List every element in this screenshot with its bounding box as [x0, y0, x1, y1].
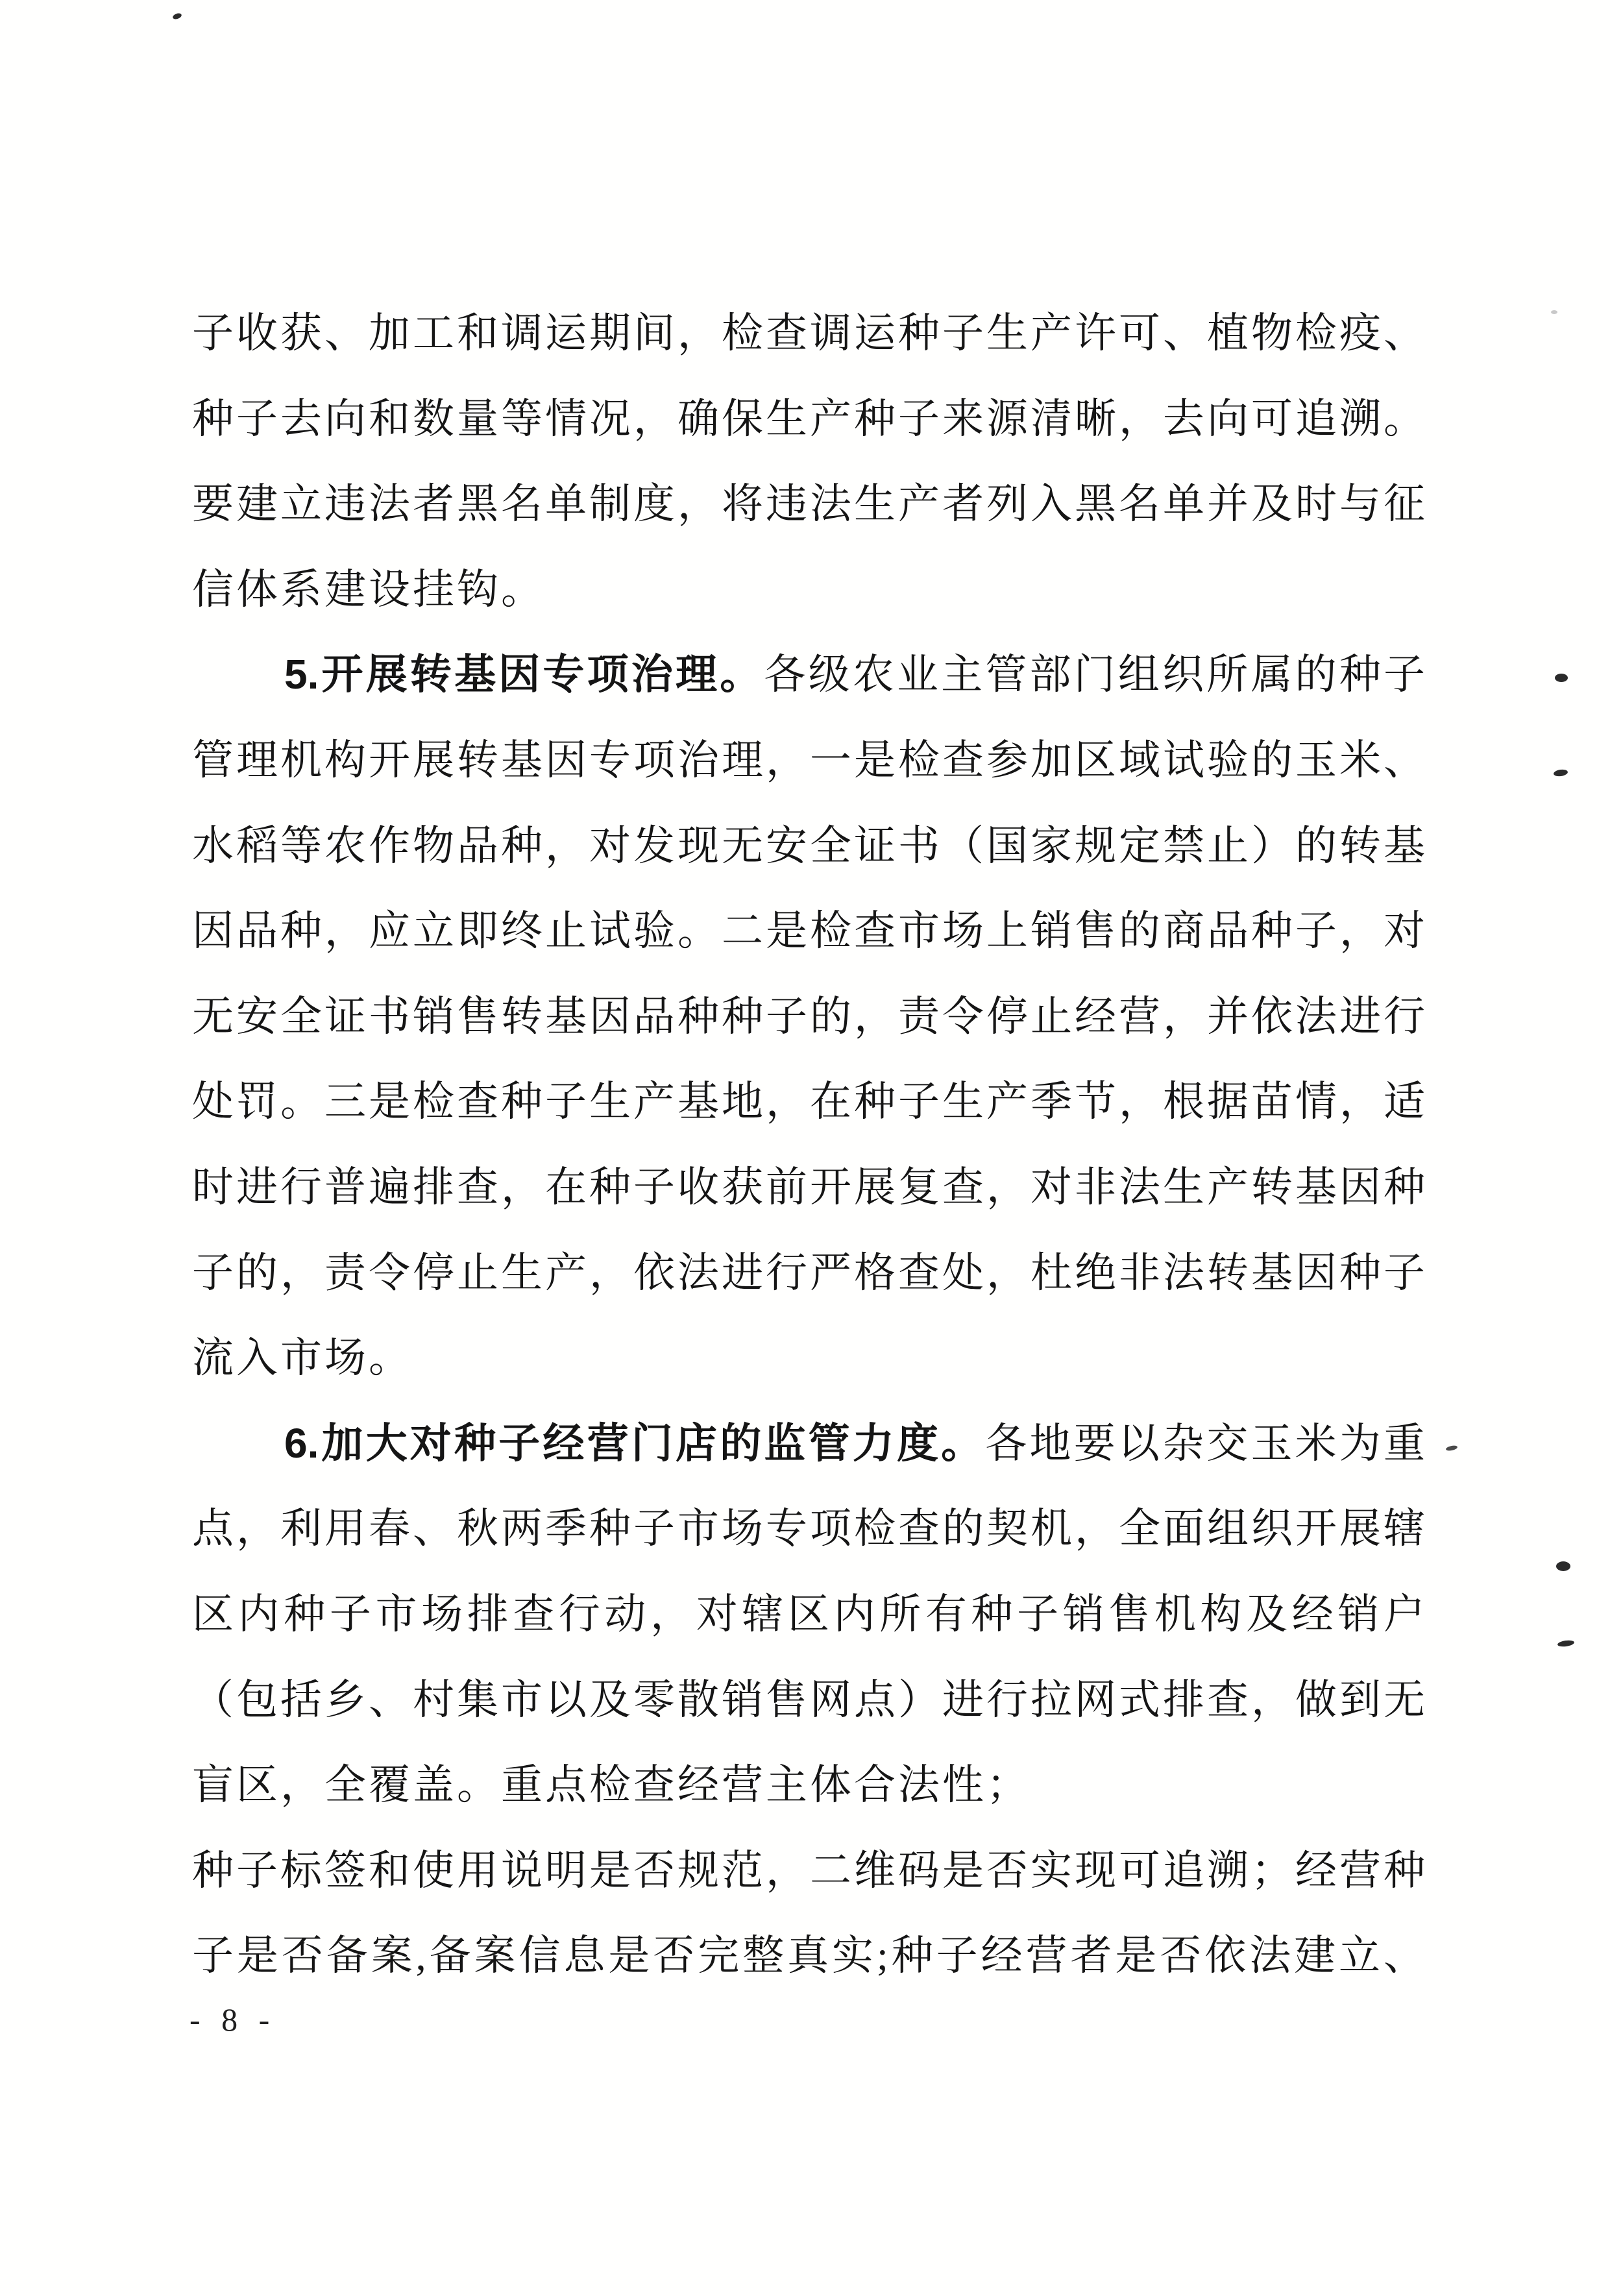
- line-text: 无安全证书销售转基因品种种子的，责令停止经营，并依法进行: [192, 993, 1425, 1040]
- line-text: 子收获、加工和调运期间，检查调运种子生产许可、植物检疫、: [192, 310, 1425, 356]
- text-line: [192, 1059, 1425, 1145]
- scan-speck: [1553, 769, 1568, 777]
- line-text: 时进行普遍排查，在种子收获前开展复查，对非法生产转基因种: [192, 1164, 1425, 1210]
- scan-speck: [1557, 1639, 1575, 1648]
- text-line: [192, 1315, 1425, 1401]
- line-text: 子的，责令停止生产，依法进行严格查处，杜绝非法转基因种子: [192, 1249, 1425, 1296]
- line-text: 水稻等农作物品种，对发现无安全证书（国家规定禁止）的转基: [192, 822, 1425, 869]
- line-text: 处罚。三是检查种子生产基地，在种子生产季节，根据苗情，适: [192, 1079, 1425, 1125]
- text-line: [192, 1486, 1425, 1572]
- scan-speck: [172, 12, 182, 20]
- text-line: [192, 547, 1425, 633]
- line-text: 管理机构开展转基因专项治理，一是检查参加区域试验的玉米、: [192, 737, 1425, 783]
- text-line: [192, 376, 1425, 462]
- line-text: 种子标签和使用说明是否规范，二维码是否实现可追溯；经营种: [192, 1847, 1425, 1894]
- line-text: 种子去向和数量等情况，确保生产种子来源清晰，去向可追溯。: [192, 395, 1425, 442]
- text-line: [192, 1828, 1425, 1914]
- scan-speck: [1555, 674, 1568, 682]
- page-number: - 8 -: [189, 2001, 276, 2038]
- line-text: 流入市场。: [192, 1335, 413, 1382]
- text-line-section-5: [192, 632, 1425, 718]
- line-text: （包括乡、村集市以及零散销售网点）进行拉网式排查，做到无: [192, 1676, 1425, 1723]
- text-line: [192, 1572, 1425, 1657]
- text-line: [192, 718, 1425, 803]
- line-text: 信体系建设挂钩。: [192, 566, 545, 613]
- line-text: 子是否备案,备案信息是否完整真实;种子经营者是否依法建立、: [192, 1933, 1425, 1979]
- scan-speck: [1551, 310, 1557, 314]
- heading-bold: 5.开展转基因专项治理。: [284, 651, 764, 698]
- document-body: [192, 291, 1425, 1999]
- line-text: 各地要以杂交玉米为重: [985, 1420, 1426, 1467]
- scan-speck: [1556, 1561, 1570, 1571]
- text-line: [192, 1657, 1425, 1743]
- line-text: 因品种，应立即终止试验。二是检查市场上销售的商品种子，对: [192, 908, 1425, 955]
- text-line-section-6: [192, 1401, 1425, 1487]
- heading-bold: 6.加大对种子经营门店的监管力度。: [284, 1419, 986, 1467]
- text-line: [192, 1913, 1425, 1999]
- text-line: [192, 974, 1425, 1060]
- text-line: [192, 291, 1425, 376]
- line-text: 要建立违法者黑名单制度，将违法生产者列入黑名单并及时与征: [192, 481, 1425, 528]
- line-text: 区内种子市场排查行动，对辖区内所有种子销售机构及经销户: [192, 1591, 1425, 1637]
- text-line: [192, 1230, 1425, 1316]
- text-line: [192, 1742, 1425, 1828]
- text-line: [192, 461, 1425, 547]
- text-line: [192, 803, 1425, 889]
- text-line: [192, 888, 1425, 974]
- text-line: [192, 1145, 1425, 1230]
- line-text: 盲区，全覆盖。重点检查经营主体合法性；: [192, 1762, 1031, 1809]
- scan-speck: [1445, 1445, 1458, 1452]
- line-text: 各级农业主管部门组织所属的种子: [764, 652, 1426, 698]
- line-text: 点，利用春、秋两季种子市场专项检查的契机，全面组织开展辖: [192, 1506, 1425, 1552]
